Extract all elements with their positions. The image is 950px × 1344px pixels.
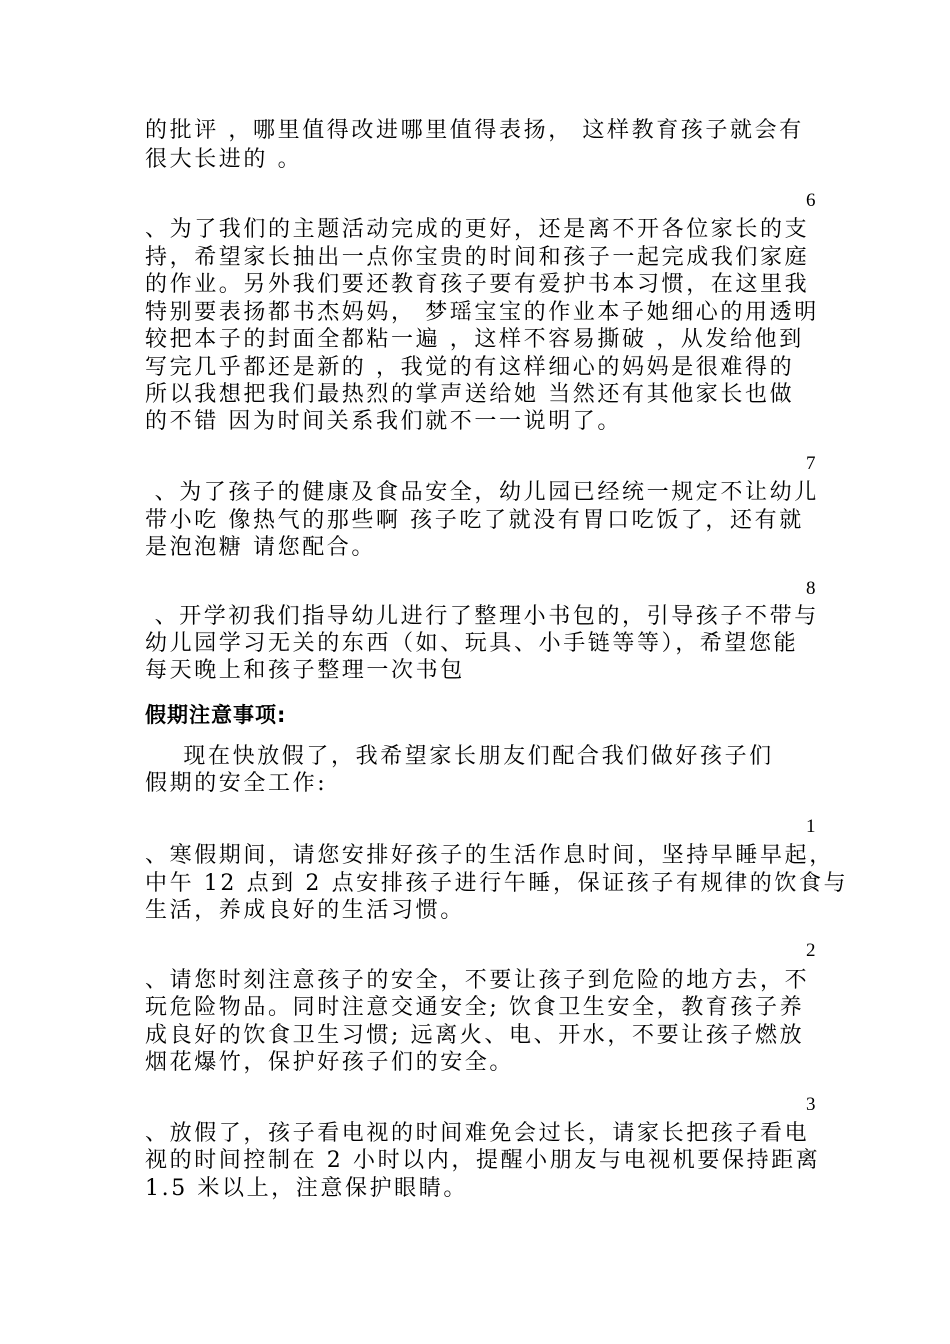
text-line: 、放假了，孩子看电视的时间难免会过长，请家长把孩子看电 (145, 1121, 810, 1146)
text-line: 现在快放假了，我希望家长朋友们配合我们做好孩子们 (145, 744, 774, 769)
text-line: 生活，养成良好的生活习惯。 (145, 898, 465, 923)
section-heading: 假期注意事项: (145, 703, 287, 727)
text-line: 中午 12 点到 2 点安排孩子进行午睡，保证孩子有规律的饮食与 (145, 871, 849, 896)
text-line: 很大长进的 。 (145, 147, 303, 172)
item-number: 7 (806, 453, 816, 474)
item-number: 2 (806, 940, 816, 961)
text-line: 、为了我们的主题活动完成的更好，还是离不开各位家长的支 (145, 217, 810, 242)
item-number: 3 (806, 1094, 816, 1115)
text-line: 较把本子的封面全都粘一遍 ，这样不容易撕破 ，从发给他到 (145, 327, 804, 352)
text-line: 1.5 米以上，注意保护眼睛。 (145, 1176, 468, 1201)
text-line: 持，希望家长抽出一点你宝贵的时间和孩子一起完成我们家庭 (145, 245, 810, 270)
text-line: 、请您时刻注意孩子的安全，不要让孩子到危险的地方去，不 (145, 968, 810, 993)
text-line: 玩危险物品。同时注意交通安全; 饮食卫生安全，教育孩子养 (145, 995, 805, 1020)
text-line: 视的时间控制在 2 小时以内，提醒小朋友与电视机要保持距离 (145, 1148, 821, 1173)
text-line: 特别要表扬都书杰妈妈， 梦瑶宝宝的作业本子她细心的用透明 (145, 300, 819, 325)
text-line: 的批评 ，哪里值得改进哪里值得表扬， 这样教育孩子就会有 (145, 118, 804, 143)
text-line: 的不错 因为时间关系我们就不一一说明了。 (145, 409, 622, 434)
text-line: 烟花爆竹，保护好孩子们的安全。 (145, 1050, 515, 1075)
text-line: 幼儿园学习无关的东西（如、玩具、小手链等等），希望您能 (145, 631, 799, 656)
text-line: 假期的安全工作: (145, 771, 328, 796)
text-line: 每天晚上和孩子整理一次书包 (145, 658, 465, 683)
text-line: 、开学初我们指导幼儿进行了整理小书包的，引导孩子不带与 (145, 604, 819, 629)
item-number: 6 (806, 190, 816, 211)
text-line: 、寒假期间，请您安排好孩子的生活作息时间，坚持早睡早起， (145, 843, 834, 868)
text-line: 的作业。另外我们要还教育孩子要有爱护书本习惯，在这里我 (145, 272, 810, 297)
text-line: 、为了孩子的健康及食品安全，幼儿园已经统一规定不让幼儿 (145, 480, 819, 505)
text-line: 是泡泡糖 请您配合。 (145, 535, 376, 560)
text-line: 带小吃 像热气的那些啊 孩子吃了就没有胃口吃饭了，还有就 (145, 508, 804, 533)
text-line: 成良好的饮食卫生习惯; 远离火、电、开水，不要让孩子燃放 (145, 1023, 805, 1048)
item-number: 8 (806, 578, 816, 599)
text-line: 所以我想把我们最热烈的掌声送给她 当然还有其他家长也做 (145, 382, 795, 407)
text-line: 写完几乎都还是新的 ，我觉的有这样细心的妈妈是很难得的 (145, 355, 795, 380)
item-number: 1 (806, 816, 816, 837)
